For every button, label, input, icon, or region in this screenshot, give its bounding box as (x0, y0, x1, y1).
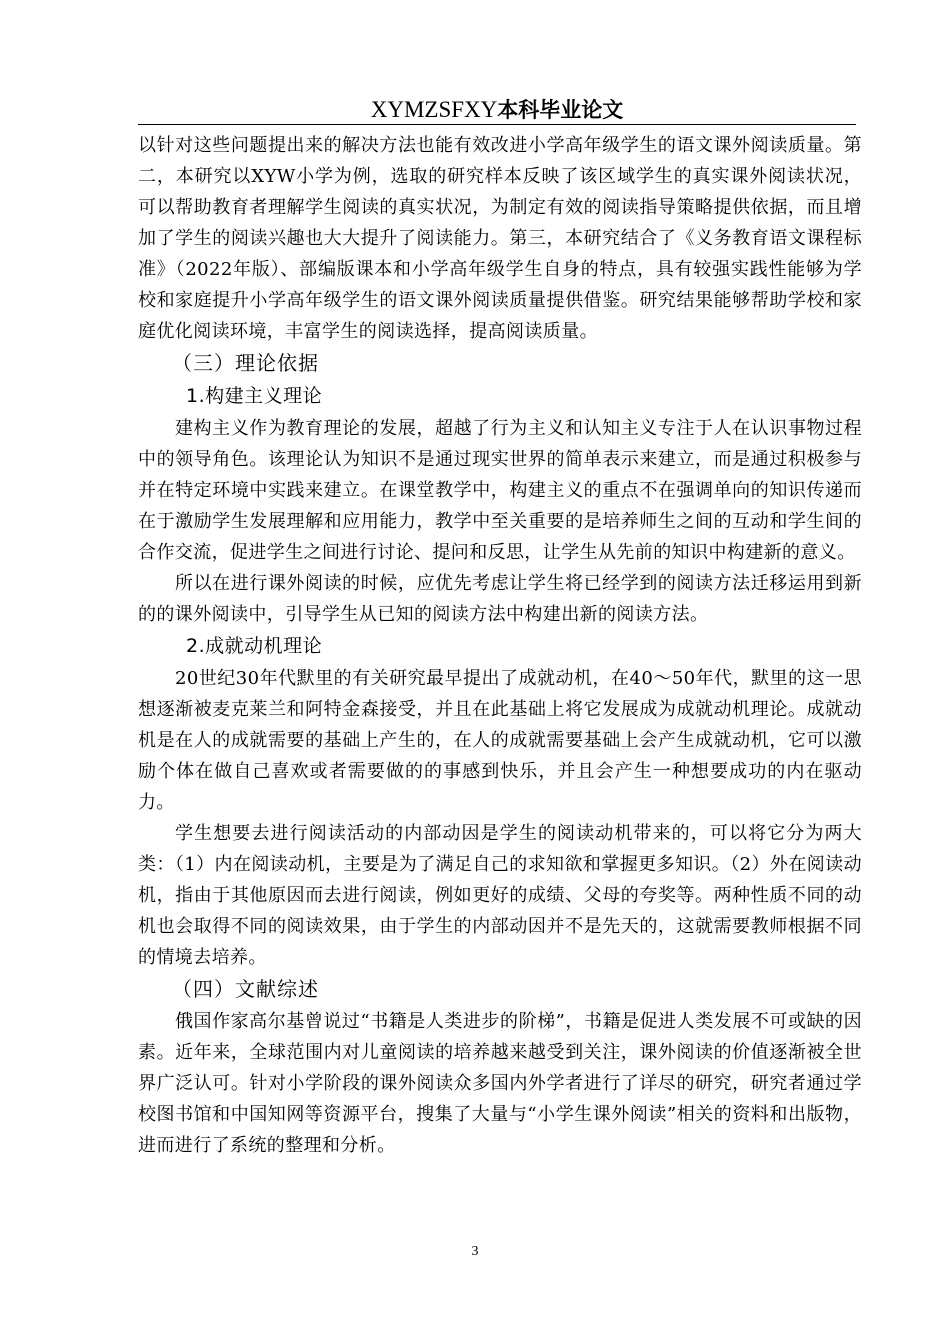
header-title: 本科毕业论文 (497, 98, 624, 122)
subheading-constructivism: 1.构建主义理论 (186, 385, 323, 407)
body-text (138, 130, 862, 1161)
paragraph-literature-review: 俄国作家高尔基曾说过“书籍是人类进步的阶梯”，书籍是促进人类发展不可或缺的因素。近年来，全球范围内对儿童阅读的培养越来越受到关注，课外阅读的价值逐渐被全世界广泛认可。针对小学阶段的课外阅读众多国内外学者进行了详尽的研究，研究者通过学校图书馆和中国知网等资源平台，搜集了大量与“小学生课外阅读”相关的资料和出版物，进而进行了系统的整理和分析。 (138, 1011, 862, 1156)
section-heading-theory: （三）理论依据 (172, 351, 319, 375)
paragraph-continuation: 以针对这些问题提出来的解决方法也能有效改进小学高年级学生的语文课外阅读质量。第二，本研究以XYW小学为例，选取的研究样本反映了该区域学生的真实课外阅读状况，可以帮助教育者理解学生阅读的真实状况，为制定有效的阅读指导策略提供依据，而且增加了学生的阅读兴趣也大大提升了阅读能力。第三，本研究结合了《义务教育语文课程标准》（2022年版）、部编版课本和小学高年级学生自身的特点，具有较强实践性能够为学校和家庭提升小学高年级学生的语文课外阅读质量提供借鉴。研究结果能够帮助学校和家庭优化阅读环境，丰富学生的阅读选择，提高阅读质量。 (138, 135, 862, 342)
section-heading-literature-review: （四）文献综述 (172, 977, 319, 1001)
header-latin: XYMZSFXY (370, 97, 498, 122)
paragraph-reading-motivation: 学生想要去进行阅读活动的内部动因是学生的阅读动机带来的，可以将它分为两大类：（1）内在阅读动机，主要是为了满足自己的求知欲和掌握更多知识。（2）外在阅读动机，指由于其他原因而去进行阅读，例如更好的成绩、父母的夸奖等。两种性质不同的动机也会取得不同的阅读效果，由于学生的内部动因并不是先天的，这就需要教师根据不同的情境去培养。 (138, 823, 862, 968)
subheading-achievement-motivation: 2.成就动机理论 (186, 635, 323, 657)
page-number: 3 (471, 1244, 479, 1259)
paragraph-achievement-motivation: 20世纪30年代默里的有关研究最早提出了成就动机，在40～50年代，默里的这一思想逐渐被麦克莱兰和阿特金森接受，并且在此基础上将它发展成为成就动机理论。成就动机是在人的成就需要的基础上产生的，在人的成就需要基础上会产生成就动机，它可以激励个体在做自己喜欢或者需要做的的事感到快乐，并且会产生一种想要成功的内在驱动力。 (138, 668, 862, 813)
paragraph-reading-method: 所以在进行课外阅读的时候，应优先考虑让学生将已经学到的阅读方法迁移运用到新的的课外阅读中，引导学生从已知的阅读方法中构建出新的阅读方法。 (138, 573, 862, 625)
page-header (138, 96, 856, 125)
paragraph-constructivism: 建构主义作为教育理论的发展，超越了行为主义和认知主义专注于人在认识事物过程中的领导角色。该理论认为知识不是通过现实世界的简单表示来建立，而是通过积极参与并在特定环境中实践来建立。在课堂教学中，构建主义的重点不在强调单向的知识传递而在于激励学生发展理解和应用能力，教学中至关重要的是培养师生之间的互动和学生间的合作交流，促进学生之间进行讨论、提问和反思，让学生从先前的知识中构建新的意义。 (138, 418, 862, 563)
header-rule (138, 124, 856, 125)
